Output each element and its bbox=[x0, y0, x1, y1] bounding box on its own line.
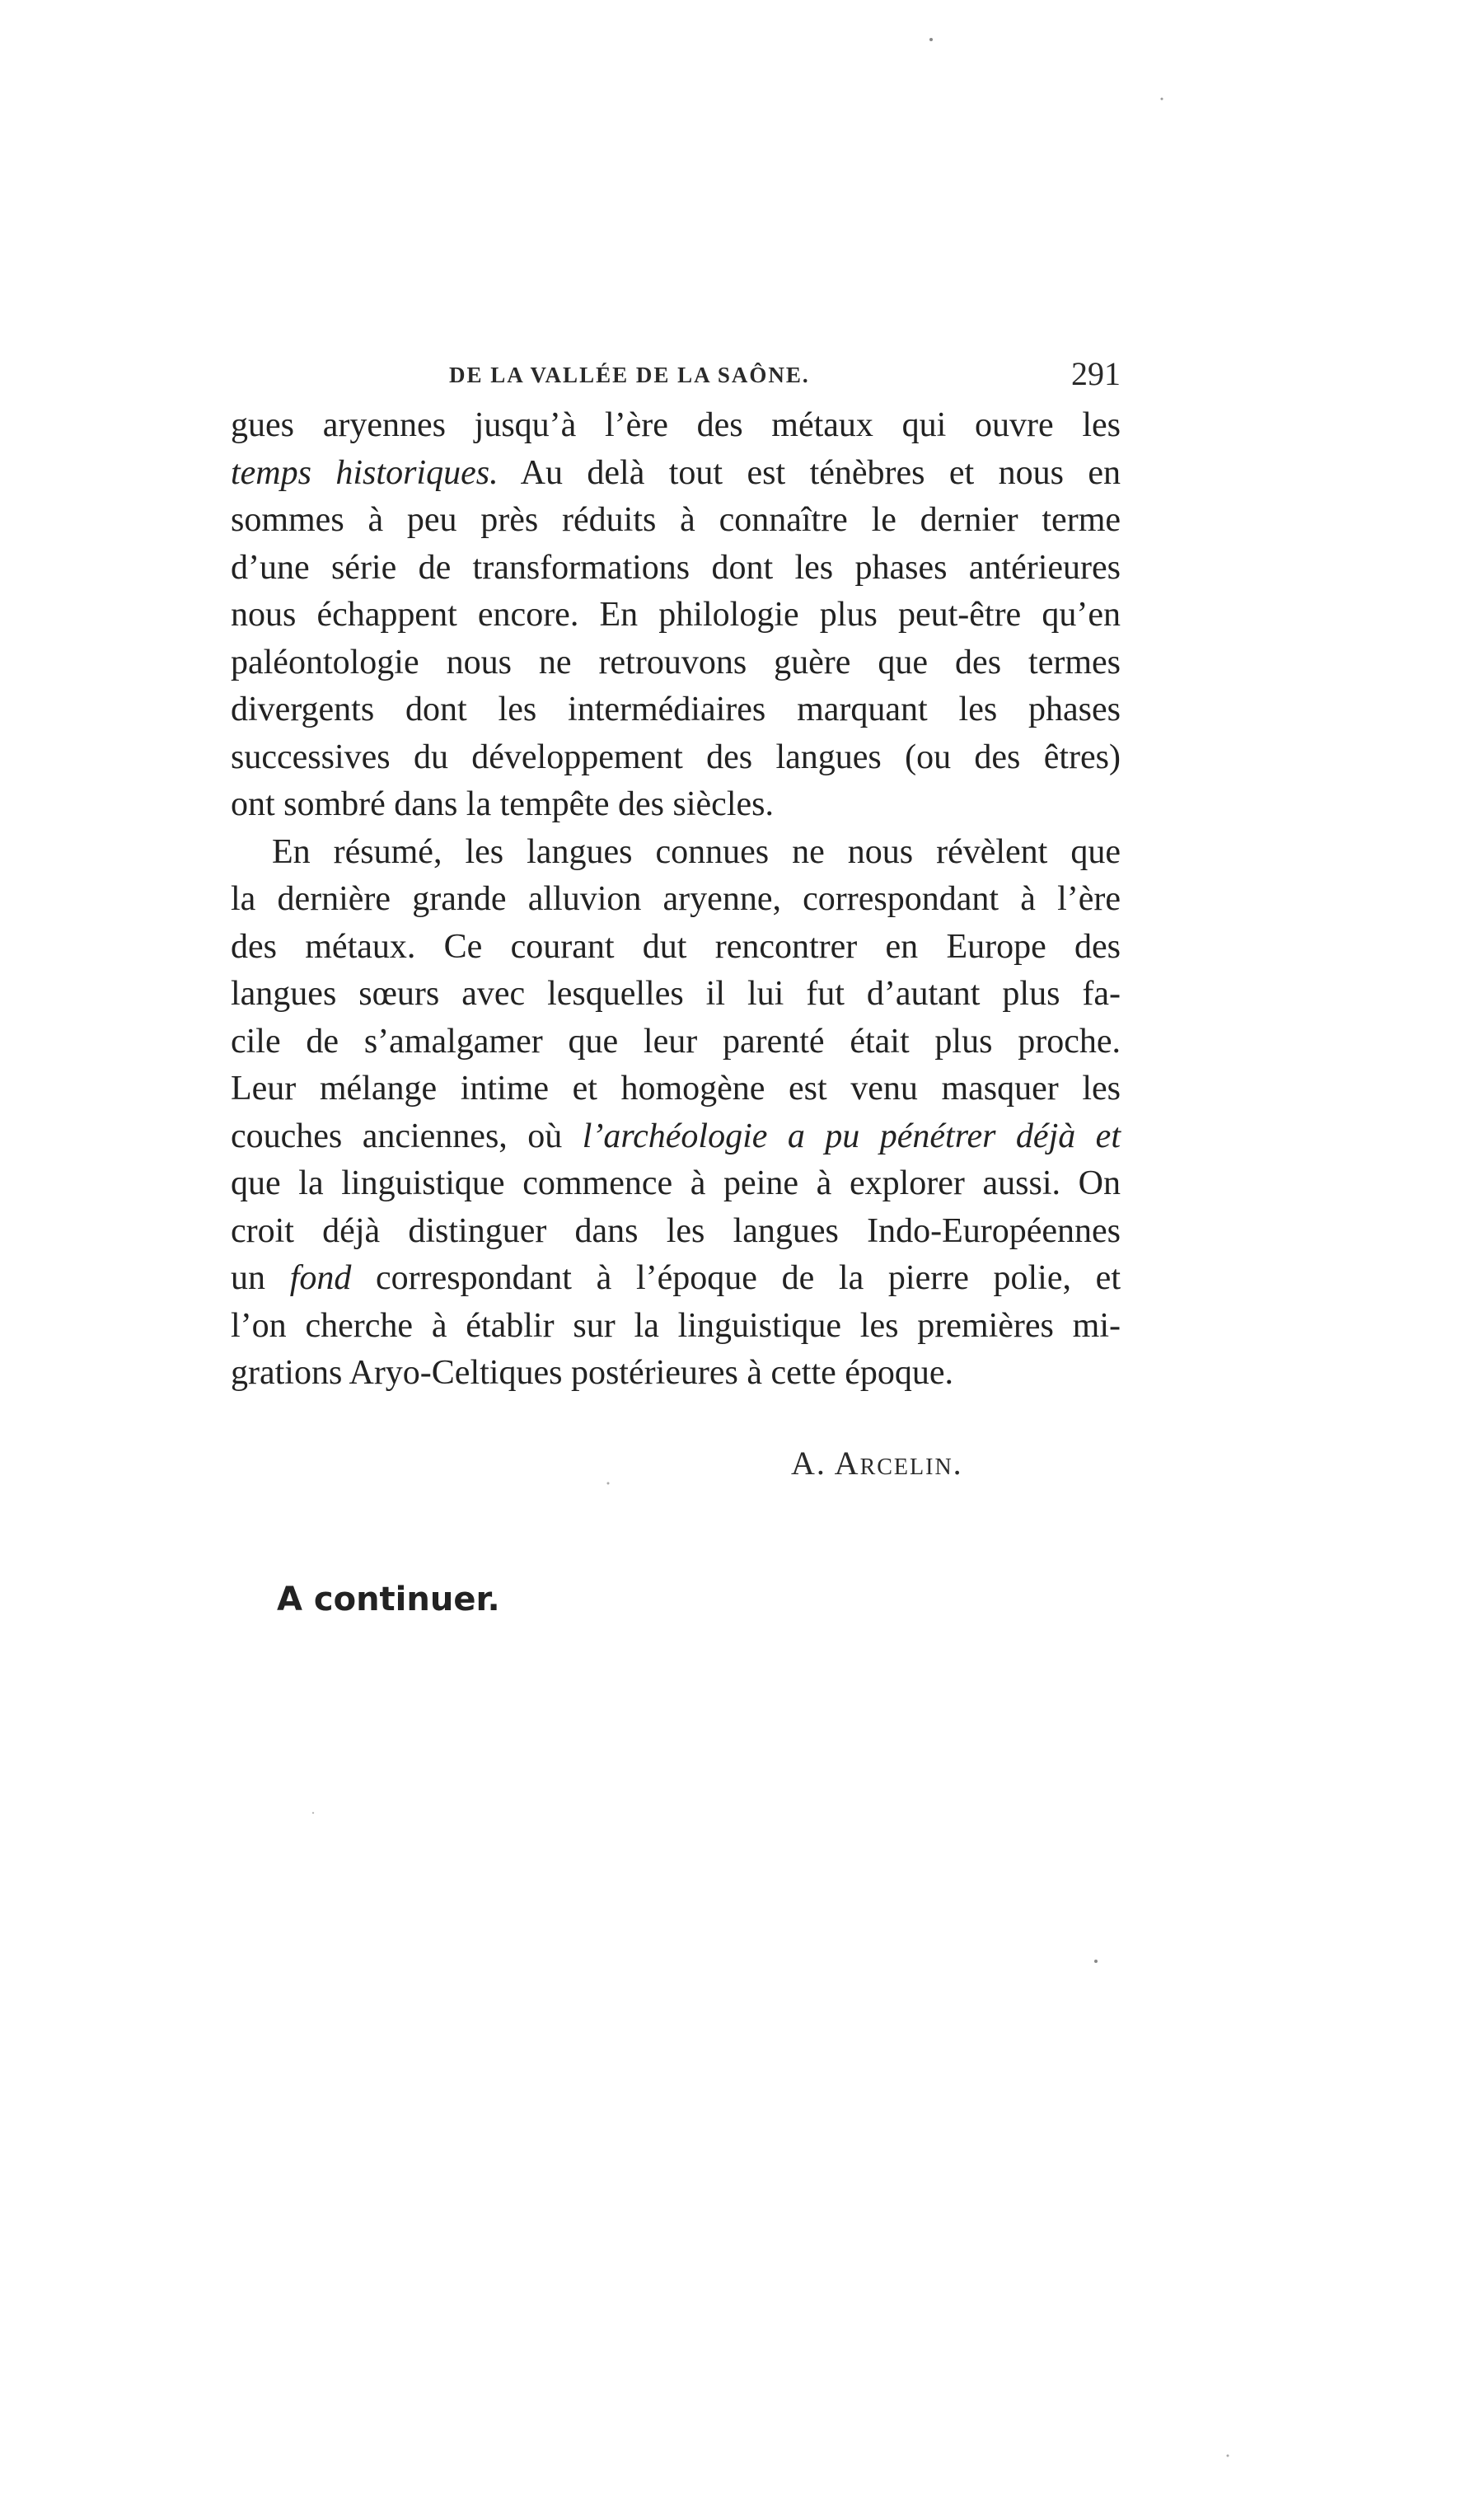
text-line: couches anciennes, où l’archéologie a pu pénétrer déjà et bbox=[231, 1117, 1121, 1155]
text-line: paléontologie nous ne retrouvons guère que des termes bbox=[231, 643, 1121, 681]
italic-phrase: l’archéologie a pu pénétrer déjà et bbox=[582, 1117, 1121, 1155]
italic-phrase: temps historiques. bbox=[231, 453, 499, 492]
text-line: En résumé, les langues connues ne nous révèlent que bbox=[272, 832, 1121, 871]
text-line: divergents dont les intermédiaires marquant les phases bbox=[231, 691, 1121, 728]
page-number: 291 bbox=[1071, 355, 1121, 392]
line-rest: Au delà tout est ténèbres et nous en bbox=[520, 453, 1121, 492]
text-line: d’une série de transformations dont les phases antérieures bbox=[231, 548, 1121, 587]
text-line: Leur mélange intime et homogène est venu masquer les bbox=[231, 1070, 1121, 1108]
text-line: ont sombré dans la tempête des siècles. bbox=[231, 785, 774, 823]
text-line: cile de s’amalgamer que leur parenté était plus proche. bbox=[231, 1022, 1121, 1061]
text-line: sommes à peu près réduits à connaître le dernier terme bbox=[231, 501, 1121, 539]
author-signature: A. Arcelin. bbox=[791, 1445, 963, 1482]
text-line: gues aryennes jusqu’à l’ère des métaux qui ouvre les bbox=[231, 406, 1121, 444]
text-line: nous échappent encore. En philologie plus peut-être qu’en bbox=[231, 596, 1121, 634]
text-line: croit déjà distinguer dans les langues Indo-Européennes bbox=[231, 1211, 1121, 1250]
continue-note: A continuer. bbox=[277, 1581, 500, 1618]
text-line: grations Aryo-Celtiques postérieures à cette époque. bbox=[231, 1354, 954, 1392]
text-line: langues sœurs avec lesquelles il lui fut d’autant plus fa- bbox=[231, 975, 1121, 1013]
text-line: que la linguistique commence à peine à explorer aussi. On bbox=[231, 1164, 1121, 1202]
text-line: des métaux. Ce courant dut rencontrer en Europe des bbox=[231, 927, 1121, 966]
text-line: un fond correspondant à l’époque de la pierre polie, et bbox=[231, 1259, 1121, 1297]
text-line: successives du développement des langues (ou des êtres) bbox=[231, 738, 1121, 776]
running-title: DE LA VALLÉE DE LA SAÔNE. bbox=[449, 363, 810, 387]
italic-word: fond bbox=[289, 1259, 352, 1297]
text-line: la dernière grande alluvion aryenne, correspondant à l’ère bbox=[231, 880, 1121, 918]
text-line: l’on cherche à établir sur la linguistique les premières mi- bbox=[231, 1306, 1121, 1345]
